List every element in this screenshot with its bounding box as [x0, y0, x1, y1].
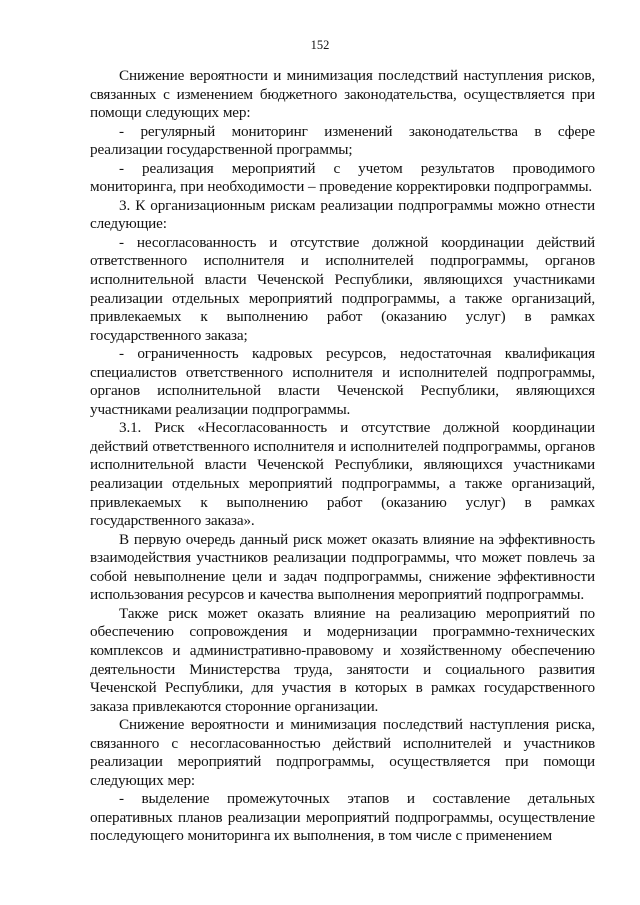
document-body [90, 67, 595, 846]
paragraph-risk-3-1: 3.1. Риск «Несогласованность и отсутствие должной координации действий ответственного исполнителя и исполнителей подпрограммы, органов исполнительной власти Чеченской Республики, являющихся участниками реализации отдельных мероприятий подпрограммы, а также организаций, привлекаемых к выполнению работ (оказанию услуг) в рамках государственного заказа». [90, 419, 595, 530]
paragraph-risk-mitigation: Снижение вероятности и минимизация последствий наступления риска, связанного с несогласованностью действий исполнителей и участников реализации мероприятий подпрограммы, осуществляется при помощи следующих мер: [90, 716, 595, 789]
list-item-coordination: - несогласованность и отсутствие должной координации действий ответственного исполнителя и исполнителей подпрограммы, органов исполнительной власти Чеченской Республики, являющихся участниками реализации отдельных мероприятий подпрограммы, а также организаций, привлекаемых к выполнению работ (оказанию услуг) в рамках государственного заказа; [90, 233, 595, 344]
paragraph-risk-influence: Также риск может оказать влияние на реализацию мероприятий по обеспечению сопровождения и модернизации программно-технических комплексов и административно-правовому и хозяйственному обеспечению деятельности Министерства труда, занятости и социального развития Чеченской Республики, для участия в которых в рамках государственного заказа привлекаются сторонние организации. [90, 604, 595, 715]
list-item-personnel: - ограниченность кадровых ресурсов, недостаточная квалификация специалистов ответственного исполнителя и исполнителей подпрограммы, органов исполнительной власти Чеченской Республики, являющихся участниками реализации подпрограммы. [90, 345, 595, 418]
paragraph-risk-impact: В первую очередь данный риск может оказать влияние на эффективность взаимодействия участников реализации подпрограммы, что может повлечь за собой невыполнение цели и задач подпрограммы, снижение эффективности использования ресурсов и качества выполнения мероприятий подпрограммы. [90, 530, 595, 604]
page-number: 152 [310, 38, 330, 52]
list-item-implementation: - реализация мероприятий с учетом результатов проводимого мониторинга, при необходимости – проведение корректировки подпрограммы. [90, 159, 595, 196]
paragraph-organizational-risks: 3. К организационным рискам реализации подпрограммы можно отнести следующие: [90, 196, 595, 233]
list-item-stages: - выделение промежуточных этапов и составление детальных оперативных планов реализации мероприятий подпрограммы, осуществление последующего мониторинга их выполнения, в том числе с применением [90, 790, 595, 845]
paragraph-intro-budget-risks: Снижение вероятности и минимизация последствий наступления рисков, связанных с изменением бюджетного законодательства, осуществляется при помощи следующих мер: [90, 67, 595, 122]
list-item-monitoring: - регулярный мониторинг изменений законодательства в сфере реализации государственной программы; [90, 122, 595, 159]
